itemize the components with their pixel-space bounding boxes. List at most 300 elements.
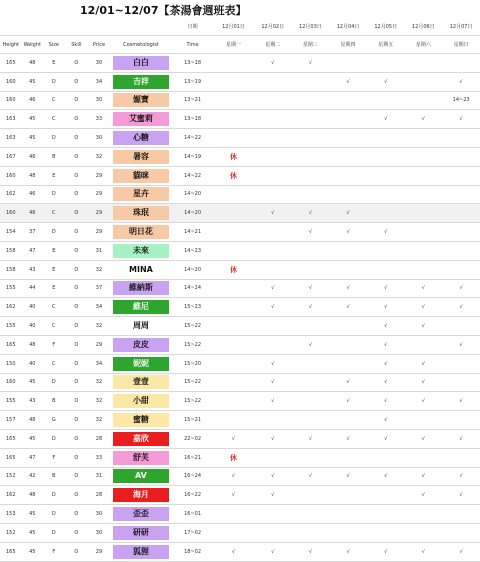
day-cell: √	[292, 298, 330, 317]
day-cell	[405, 223, 443, 242]
cell-weight: 45	[22, 523, 44, 542]
day-cell: √	[292, 204, 330, 223]
day-cell	[292, 260, 330, 279]
date-header: 12月02日	[254, 18, 292, 36]
day-cell	[367, 486, 405, 505]
header-blank	[22, 18, 44, 36]
cosmetologist-name: 歪歪	[113, 507, 169, 521]
day-cell: √	[254, 354, 292, 373]
day-cell: √	[292, 335, 330, 354]
table-row	[0, 335, 480, 354]
day-cell	[329, 129, 367, 148]
cell-height: 165	[0, 542, 22, 561]
cell-size: F	[43, 542, 65, 561]
cell-skill: O	[65, 185, 89, 204]
cell-height: 160	[0, 204, 22, 223]
day-cell	[405, 129, 443, 148]
table-row	[0, 279, 480, 298]
cell-price: 28	[88, 429, 110, 448]
day-cell	[254, 260, 292, 279]
cell-skill: O	[65, 241, 89, 260]
table-row	[0, 354, 480, 373]
day-cell: √	[405, 354, 443, 373]
day-cell	[292, 147, 330, 166]
cell-weight: 42	[22, 467, 44, 486]
day-cell	[292, 185, 330, 204]
cell-height: 153	[0, 505, 22, 524]
cosmetologist-name: 研研	[113, 526, 169, 540]
cell-skill: O	[65, 129, 89, 148]
date-label: 日期	[172, 18, 213, 36]
cell-size: E	[43, 166, 65, 185]
cell-cosmetologist	[110, 91, 172, 110]
day-cell: 休	[213, 147, 254, 166]
day-cell	[329, 448, 367, 467]
day-cell	[442, 354, 480, 373]
cell-price: 32	[88, 260, 110, 279]
day-cell: √	[367, 335, 405, 354]
day-cell	[405, 166, 443, 185]
table-row	[0, 317, 480, 336]
cell-time: 15~22	[172, 317, 213, 336]
column-header-row	[0, 36, 480, 54]
cell-cosmetologist	[110, 223, 172, 242]
cell-height: 160	[0, 91, 22, 110]
date-header: 12月03日	[292, 18, 330, 36]
table-row	[0, 373, 480, 392]
day-cell	[367, 166, 405, 185]
header-skill: Skill	[65, 36, 89, 54]
day-cell: √	[367, 72, 405, 91]
cell-size: C	[43, 204, 65, 223]
table-row	[0, 204, 480, 223]
cell-price: 29	[88, 335, 110, 354]
day-cell	[292, 72, 330, 91]
cell-weight: 45	[22, 110, 44, 129]
day-cell	[442, 54, 480, 73]
date-header: 12月04日	[329, 18, 367, 36]
cell-size: C	[43, 354, 65, 373]
cell-time: 13~19	[172, 72, 213, 91]
day-cell	[442, 411, 480, 430]
cell-time: 15~22	[172, 335, 213, 354]
day-cell: 休	[213, 448, 254, 467]
day-cell	[292, 486, 330, 505]
cell-time: 14~20	[172, 204, 213, 223]
day-cell	[254, 147, 292, 166]
cell-weight: 40	[22, 354, 44, 373]
day-cell	[254, 129, 292, 148]
table-row	[0, 54, 480, 73]
day-cell: √	[367, 110, 405, 129]
cosmetologist-name: AV	[113, 469, 169, 483]
day-cell: √	[292, 467, 330, 486]
day-cell	[254, 72, 292, 91]
cosmetologist-name: 珠珉	[113, 206, 169, 220]
table-row	[0, 91, 480, 110]
cell-size: E	[43, 54, 65, 73]
table-row	[0, 260, 480, 279]
cell-size: C	[43, 317, 65, 336]
cell-skill: O	[65, 392, 89, 411]
day-cell: √	[367, 467, 405, 486]
day-cell: √	[405, 279, 443, 298]
day-cell: √	[329, 72, 367, 91]
day-cell	[405, 147, 443, 166]
cell-time: 14~21	[172, 223, 213, 242]
cell-skill: O	[65, 411, 89, 430]
day-cell	[254, 505, 292, 524]
cosmetologist-name: 小甜	[113, 394, 169, 408]
cell-price: 32	[88, 147, 110, 166]
cell-skill: O	[65, 373, 89, 392]
day-cell	[292, 166, 330, 185]
day-cell: √	[405, 298, 443, 317]
day-cell	[254, 317, 292, 336]
cell-skill: O	[65, 542, 89, 561]
date-header: 12月06日	[405, 18, 443, 36]
cell-size: E	[43, 241, 65, 260]
cell-skill: O	[65, 505, 89, 524]
cell-skill: O	[65, 467, 89, 486]
cell-height: 155	[0, 279, 22, 298]
cell-weight: 45	[22, 373, 44, 392]
day-cell	[254, 91, 292, 110]
day-cell	[292, 411, 330, 430]
day-cell: √	[213, 486, 254, 505]
day-cell	[292, 523, 330, 542]
day-cell	[442, 373, 480, 392]
cell-skill: O	[65, 429, 89, 448]
day-cell	[329, 354, 367, 373]
cosmetologist-name: 白白	[113, 56, 169, 70]
day-cell	[292, 392, 330, 411]
day-cell: √	[292, 279, 330, 298]
cell-size: C	[43, 110, 65, 129]
header-blank	[88, 18, 110, 36]
day-cell	[213, 241, 254, 260]
cell-skill: O	[65, 91, 89, 110]
day-cell	[405, 448, 443, 467]
cell-skill: O	[65, 335, 89, 354]
day-cell	[292, 129, 330, 148]
day-cell: √	[254, 429, 292, 448]
cell-price: 29	[88, 542, 110, 561]
cell-height: 167	[0, 147, 22, 166]
cell-cosmetologist	[110, 54, 172, 73]
cell-cosmetologist	[110, 523, 172, 542]
cosmetologist-name: 未來	[113, 244, 169, 258]
header-blank	[43, 18, 65, 36]
cell-time: 14~20	[172, 260, 213, 279]
cell-height: 155	[0, 317, 22, 336]
weekday-header: 星期二	[254, 36, 292, 54]
cell-size: B	[43, 392, 65, 411]
cell-size: D	[43, 223, 65, 242]
cell-cosmetologist	[110, 260, 172, 279]
cell-weight: 46	[22, 204, 44, 223]
day-cell	[329, 523, 367, 542]
cell-time: 14~22	[172, 166, 213, 185]
day-cell	[367, 241, 405, 260]
day-cell: √	[367, 279, 405, 298]
cell-weight: 45	[22, 505, 44, 524]
day-cell	[405, 505, 443, 524]
day-cell	[405, 335, 443, 354]
table-row	[0, 542, 480, 561]
table-row	[0, 129, 480, 148]
table-row	[0, 72, 480, 91]
cell-size: D	[43, 185, 65, 204]
table-row	[0, 429, 480, 448]
day-cell: √	[442, 486, 480, 505]
weekday-header: 星期日	[442, 36, 480, 54]
day-cell: √	[329, 392, 367, 411]
day-cell: √	[405, 467, 443, 486]
cell-skill: O	[65, 448, 89, 467]
date-header: 12月07日	[442, 18, 480, 36]
day-cell	[405, 241, 443, 260]
cosmetologist-name: 蜜糖	[113, 413, 169, 427]
day-cell	[442, 241, 480, 260]
cell-cosmetologist	[110, 72, 172, 91]
day-cell	[292, 317, 330, 336]
cell-time: 16~22	[172, 486, 213, 505]
cell-weight: 46	[22, 91, 44, 110]
day-cell	[254, 223, 292, 242]
date-header-row	[0, 18, 480, 36]
cell-cosmetologist	[110, 448, 172, 467]
cell-weight: 48	[22, 166, 44, 185]
cell-cosmetologist	[110, 505, 172, 524]
cell-price: 30	[88, 505, 110, 524]
cell-size: D	[43, 129, 65, 148]
day-cell: √	[405, 392, 443, 411]
cell-cosmetologist	[110, 279, 172, 298]
cell-height: 163	[0, 129, 22, 148]
cell-cosmetologist	[110, 147, 172, 166]
day-cell	[254, 241, 292, 260]
cell-price: 31	[88, 241, 110, 260]
day-cell: √	[367, 298, 405, 317]
cell-height: 157	[0, 411, 22, 430]
day-cell	[329, 317, 367, 336]
cosmetologist-name: 維納斯	[113, 281, 169, 295]
cell-weight: 48	[22, 411, 44, 430]
day-cell	[213, 129, 254, 148]
day-cell: √	[442, 392, 480, 411]
header-price: Price	[88, 36, 110, 54]
cell-price: 34	[88, 354, 110, 373]
day-cell: √	[329, 298, 367, 317]
table-row	[0, 241, 480, 260]
cell-weight: 46	[22, 185, 44, 204]
cell-price: 29	[88, 166, 110, 185]
cell-height: 152	[0, 467, 22, 486]
weekday-header: 星期一	[213, 36, 254, 54]
cell-price: 29	[88, 204, 110, 223]
day-cell: √	[292, 223, 330, 242]
day-cell: √	[367, 429, 405, 448]
table-row	[0, 505, 480, 524]
day-cell	[367, 260, 405, 279]
day-cell: √	[442, 279, 480, 298]
cell-size: C	[43, 91, 65, 110]
table-row	[0, 448, 480, 467]
day-cell	[254, 523, 292, 542]
cell-weight: 48	[22, 486, 44, 505]
cell-cosmetologist	[110, 373, 172, 392]
cell-cosmetologist	[110, 354, 172, 373]
day-cell: √	[329, 542, 367, 561]
cell-price: 30	[88, 129, 110, 148]
day-cell: √	[442, 335, 480, 354]
day-cell: √	[367, 373, 405, 392]
day-cell: √	[254, 54, 292, 73]
day-cell	[254, 448, 292, 467]
day-cell	[254, 110, 292, 129]
cell-size: D	[43, 429, 65, 448]
cosmetologist-name: 暑容	[113, 150, 169, 164]
cell-cosmetologist	[110, 298, 172, 317]
day-cell: √	[254, 542, 292, 561]
table-row	[0, 110, 480, 129]
day-cell	[367, 147, 405, 166]
cell-height: 154	[0, 223, 22, 242]
cell-weight: 44	[22, 279, 44, 298]
day-cell	[213, 523, 254, 542]
day-cell	[213, 72, 254, 91]
day-cell	[329, 486, 367, 505]
cell-height: 152	[0, 523, 22, 542]
cell-weight: 45	[22, 429, 44, 448]
cell-price: 30	[88, 523, 110, 542]
cell-skill: O	[65, 147, 89, 166]
table-row	[0, 467, 480, 486]
day-cell: √	[213, 429, 254, 448]
cell-size: D	[43, 373, 65, 392]
cell-skill: O	[65, 166, 89, 185]
cell-size: D	[43, 72, 65, 91]
day-cell	[367, 54, 405, 73]
day-cell: √	[292, 54, 330, 73]
cell-height: 158	[0, 241, 22, 260]
table-row	[0, 486, 480, 505]
day-cell: √	[254, 392, 292, 411]
day-cell	[442, 448, 480, 467]
day-cell	[442, 147, 480, 166]
day-cell	[405, 54, 443, 73]
day-cell	[213, 204, 254, 223]
weekday-header: 星期五	[367, 36, 405, 54]
header-blank	[65, 18, 89, 36]
cell-time: 13~18	[172, 110, 213, 129]
cell-weight: 48	[22, 335, 44, 354]
cosmetologist-name: 嫄寶	[113, 93, 169, 107]
cosmetologist-name: 妮妮	[113, 357, 169, 371]
cell-size: D	[43, 523, 65, 542]
cosmetologist-name: 艾蜜莉	[113, 112, 169, 126]
day-cell	[442, 317, 480, 336]
cell-price: 37	[88, 279, 110, 298]
cell-time: 14~24	[172, 279, 213, 298]
cell-weight: 45	[22, 542, 44, 561]
cell-cosmetologist	[110, 429, 172, 448]
cell-weight: 40	[22, 317, 44, 336]
cell-size: F	[43, 448, 65, 467]
cell-cosmetologist	[110, 204, 172, 223]
cell-weight: 43	[22, 392, 44, 411]
cell-size: C	[43, 298, 65, 317]
cell-height: 165	[0, 448, 22, 467]
cell-skill: O	[65, 54, 89, 73]
day-cell	[292, 110, 330, 129]
day-cell	[329, 91, 367, 110]
day-cell: √	[405, 373, 443, 392]
day-cell: √	[442, 298, 480, 317]
cell-height: 160	[0, 72, 22, 91]
cell-cosmetologist	[110, 486, 172, 505]
day-cell: √	[254, 486, 292, 505]
weekday-header: 星期六	[405, 36, 443, 54]
table-row	[0, 166, 480, 185]
cell-cosmetologist	[110, 241, 172, 260]
cell-size: B	[43, 467, 65, 486]
cosmetologist-name: 狐狸	[113, 545, 169, 559]
day-cell	[213, 223, 254, 242]
day-cell: √	[329, 279, 367, 298]
day-cell	[213, 505, 254, 524]
cell-size: F	[43, 335, 65, 354]
schedule-rows	[0, 54, 480, 562]
cell-time: 15~21	[172, 411, 213, 430]
day-cell	[213, 335, 254, 354]
cell-price: 32	[88, 317, 110, 336]
cell-weight: 46	[22, 147, 44, 166]
cell-price: 34	[88, 72, 110, 91]
cell-time: 16~01	[172, 505, 213, 524]
cell-price: 32	[88, 373, 110, 392]
day-cell	[254, 185, 292, 204]
cell-skill: O	[65, 317, 89, 336]
cosmetologist-name: 嘉欣	[113, 432, 169, 446]
day-cell	[442, 166, 480, 185]
day-cell: 休	[213, 166, 254, 185]
header-height: Height	[0, 36, 22, 54]
day-cell: √	[329, 204, 367, 223]
cell-height: 162	[0, 486, 22, 505]
day-cell	[367, 523, 405, 542]
cell-height: 150	[0, 354, 22, 373]
day-cell	[329, 166, 367, 185]
cell-cosmetologist	[110, 166, 172, 185]
day-cell: √	[367, 223, 405, 242]
day-cell	[329, 260, 367, 279]
cell-time: 14~23	[172, 241, 213, 260]
cell-weight: 47	[22, 241, 44, 260]
cell-time: 15~20	[172, 354, 213, 373]
day-cell: √	[213, 542, 254, 561]
day-cell	[329, 335, 367, 354]
day-cell: √	[367, 542, 405, 561]
date-header: 12月05日	[367, 18, 405, 36]
day-cell	[442, 185, 480, 204]
day-cell: 14~23	[442, 91, 480, 110]
day-cell	[292, 373, 330, 392]
cell-time: 15~22	[172, 373, 213, 392]
cosmetologist-name: 舒芙	[113, 451, 169, 465]
cell-cosmetologist	[110, 317, 172, 336]
